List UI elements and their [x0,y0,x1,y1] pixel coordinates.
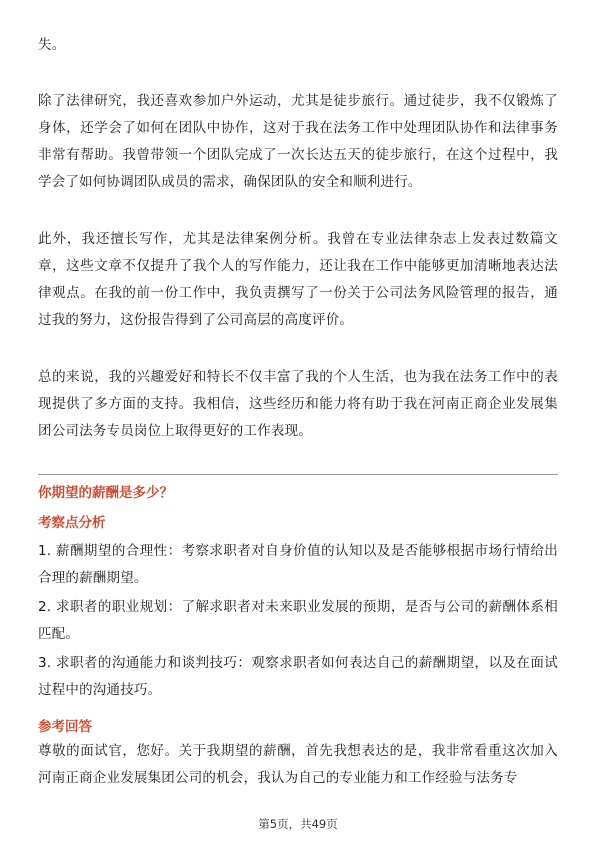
paragraph-outdoor-activities: 除了法律研究，我还喜欢参加户外运动，尤其是徒步旅行。通过徒步，我不仅锻炼了身体，还学会了如何在团队中协作，这对于我在法务工作中处理团队协作和法律事务非常有帮助。我曾带领一个团队完成了一次长达五天的徒步旅行，在这个过程中，我学会了如何协调团队成员的需求，确保团队的安全和顺利进行。 [38,93,558,190]
question-title: 你期望的薪酬是多少？ [38,485,173,501]
paragraph-summary: 总的来说，我的兴趣爱好和特长不仅丰富了我的个人生活，也为我在法务工作中的表现提供了多方面的支持。我相信，这些经历和能力将有助于我在河南正商企业发展集团公司法务专员岗位上取得更好的工作表现。 [38,369,558,439]
analysis-heading: 考察点分析 [38,515,106,531]
answer-heading: 参考回答 [38,719,92,735]
section-divider [38,474,558,475]
analysis-point-1: 1. 薪酬期望的合理性：考察求职者对自身价值的认知以及是否能够根据市场行情给出合理的薪酬期望。 [38,543,558,586]
paragraph-continuation: 失。 [38,37,66,53]
paragraph-writing-skills: 此外，我还擅长写作，尤其是法律案例分析。我曾在专业法律杂志上发表过数篇文章，这些文章不仅提升了我个人的写作能力，还让我在工作中能够更加清晰地表达法律观点。在我的前一份工作中，我负责撰写了一份关于公司法务风险管理的报告，通过我的努力，这份报告得到了公司高层的高度评价。 [38,231,558,328]
document-page [38,0,558,842]
page-footer: 第5页，共49页 [258,817,338,831]
answer-text: 尊敬的面试官，您好。关于我期望的薪酬，首先我想表达的是，我非常看重这次加入河南正商企业发展集团公司的机会，我认为自己的专业能力和工作经验与法务专 [38,743,558,786]
analysis-point-2: 2. 求职者的职业规划：了解求职者对未来职业发展的预期，是否与公司的薪酬体系相匹配。 [38,599,558,642]
analysis-point-3: 3. 求职者的沟通能力和谈判技巧：观察求职者如何表达自己的薪酬期望，以及在面试过程中的沟通技巧。 [38,655,558,698]
